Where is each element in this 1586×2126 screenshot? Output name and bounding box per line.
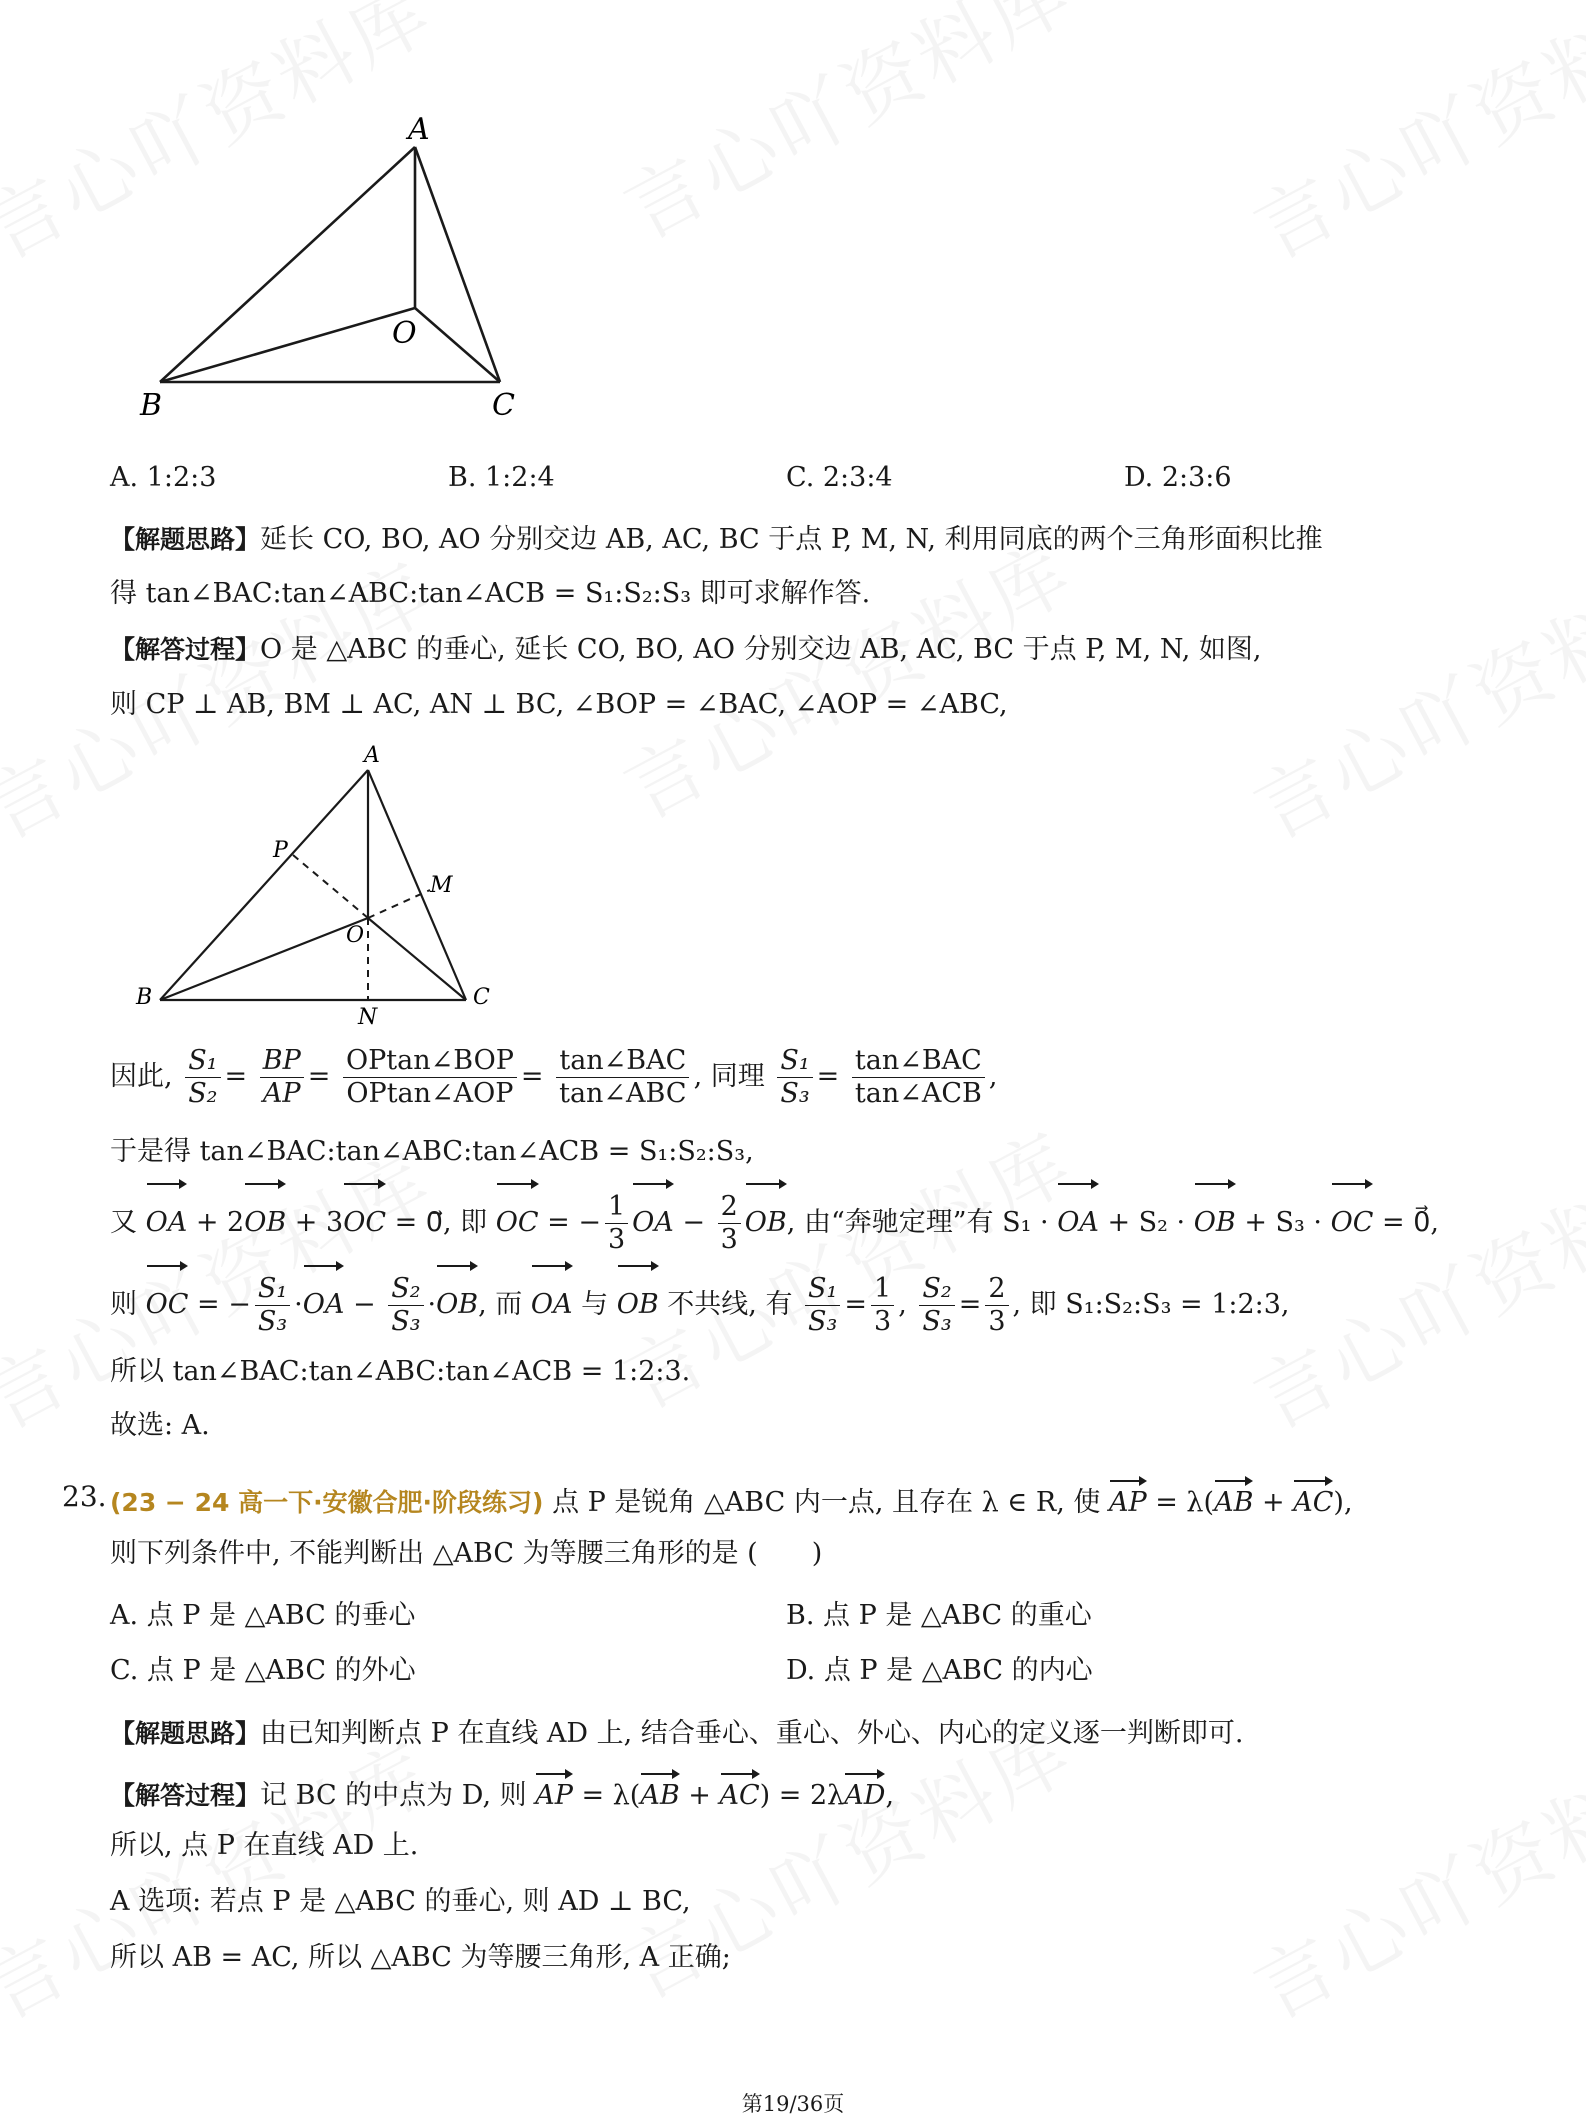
- point-label-o: O: [346, 923, 365, 948]
- text: +: [1262, 1487, 1285, 1518]
- point-label-o: O: [392, 316, 417, 351]
- text: ,: [885, 1780, 895, 1811]
- vector-ac: AC: [1293, 1477, 1333, 1523]
- vertex-label-a: A: [408, 112, 430, 147]
- vector-oc: OC: [496, 1180, 539, 1260]
- text: −: [682, 1207, 706, 1238]
- text: ) = 2λ: [759, 1780, 845, 1811]
- q23-option-c: C. 点 P 是 △ABC 的外心: [110, 1655, 416, 1686]
- fraction: [605, 1190, 628, 1255]
- vector-ob: OB: [617, 1262, 659, 1342]
- vector-ap: AP: [535, 1770, 573, 1816]
- frac-den: S₃: [780, 1078, 810, 1109]
- text: −: [352, 1289, 376, 1320]
- vector-oa: OA: [531, 1262, 573, 1342]
- fraction: [556, 1044, 689, 1109]
- idea-text: 延长 CO, BO, AO 分别交边 AB, AC, BC 于点 P, M, N, 利用同底的两个三角形面积比推: [260, 524, 1323, 555]
- vector-oc: OC: [343, 1180, 386, 1260]
- orthocenter-figure: [128, 740, 508, 1030]
- fraction: [852, 1044, 985, 1109]
- q23-option-a: A. 点 P 是 △ABC 的垂心: [110, 1600, 416, 1631]
- fraction: [919, 1272, 954, 1337]
- frac-num: OPtan∠BOP: [343, 1047, 517, 1078]
- vector-oa: OA: [303, 1262, 345, 1342]
- fraction: [805, 1272, 840, 1337]
- text: , 而: [478, 1289, 523, 1320]
- frac-den: 3: [607, 1224, 626, 1255]
- text: , 即 S₁:S₂:S₃ = 1:2:3,: [1012, 1289, 1290, 1320]
- vector-oc: OC: [146, 1262, 189, 1342]
- question-source: (23 − 24 高一下·安徽合肥·阶段练习): [110, 1488, 544, 1517]
- frac-num: S₁: [255, 1275, 290, 1306]
- frac-num: 2: [718, 1193, 741, 1224]
- q23-idea-line: [110, 1714, 1243, 1754]
- q22-idea-line-1: [110, 520, 1323, 560]
- frac-den: AP: [262, 1078, 301, 1109]
- text: = 0⃗,: [1382, 1207, 1439, 1238]
- frac-den: S₂: [188, 1078, 218, 1109]
- frac-num: tan∠BAC: [556, 1047, 689, 1078]
- frac-num: 2: [985, 1275, 1008, 1306]
- vector-ad: AD: [844, 1770, 885, 1816]
- q22-thus-line: 于是得 tan∠BAC:tan∠ABC:tan∠ACB = S₁:S₂:S₃,: [110, 1136, 754, 1167]
- frac-num: S₂: [388, 1275, 423, 1306]
- text: + S₃ ·: [1244, 1207, 1323, 1238]
- q23-option-a-conclusion: 所以 AB = AC, 所以 △ABC 为等腰三角形, A 正确;: [110, 1942, 731, 1973]
- vector-ob: OB: [436, 1262, 478, 1342]
- fraction: [871, 1272, 894, 1337]
- vector-ob: OB: [244, 1180, 286, 1260]
- frac-den: S₃: [922, 1306, 952, 1337]
- frac-den: 3: [720, 1224, 738, 1255]
- q22-option-a: A. 1:2:3: [110, 462, 217, 493]
- frac-num: tan∠BAC: [852, 1047, 985, 1078]
- page-number: 第19/36页: [741, 2092, 845, 2116]
- q22-option-c: C. 2:3:4: [786, 462, 893, 493]
- text: = 0⃗, 即: [394, 1207, 488, 1238]
- point-label-m: M: [430, 873, 453, 898]
- q22-choose-line: 故选: A.: [110, 1410, 210, 1441]
- vector-ab: AB: [1214, 1477, 1253, 1523]
- text: = −: [547, 1207, 601, 1238]
- vector-oa: OA: [1057, 1180, 1099, 1260]
- text: + 2: [195, 1207, 245, 1238]
- process-tag: 【解答过程】: [110, 1781, 261, 1810]
- q23-option-a-analysis: A 选项: 若点 P 是 △ABC 的垂心, 则 AD ⊥ BC,: [110, 1886, 691, 1917]
- question-number: 23.: [62, 1480, 107, 1513]
- fraction: [777, 1044, 812, 1109]
- q23-stem-line-1: [110, 1477, 1353, 1523]
- frac-den: S₃: [257, 1306, 288, 1337]
- frac-den: OPtan∠AOP: [346, 1078, 514, 1109]
- q22-idea-line-2: 得 tan∠BAC:tan∠ABC:tan∠ACB = S₁:S₂:S₃ 即可求解作答.: [110, 578, 871, 609]
- frac-num: S₁: [805, 1275, 840, 1306]
- vector-ob: OB: [1194, 1180, 1236, 1260]
- q22-process-line-1: [110, 630, 1262, 670]
- vertex-label-a: A: [364, 743, 380, 768]
- vector-ac: AC: [720, 1770, 760, 1816]
- vector-oa: OA: [632, 1180, 674, 1260]
- q23-option-d: D. 点 P 是 △ABC 的内心: [786, 1655, 1093, 1686]
- vector-ab: AB: [640, 1770, 679, 1816]
- text: 与: [581, 1289, 609, 1320]
- fraction: [255, 1272, 290, 1337]
- text: 点 P 是锐角 △ABC 内一点, 且存在 λ ∈ R, 使: [552, 1487, 1101, 1518]
- fraction: [718, 1190, 741, 1255]
- q22-conclusion-line: 所以 tan∠BAC:tan∠ABC:tan∠ACB = 1:2:3.: [110, 1356, 691, 1387]
- vector-ap: AP: [1109, 1477, 1147, 1523]
- vertex-label-c: C: [492, 388, 515, 423]
- similarly-label: , 同理: [693, 1061, 765, 1092]
- text: = −: [196, 1289, 251, 1320]
- fraction: [388, 1272, 423, 1337]
- frac-den: 3: [874, 1306, 892, 1337]
- frac-den: S₃: [391, 1306, 421, 1337]
- fraction: [985, 1272, 1008, 1337]
- vector-oa: OA: [146, 1180, 188, 1260]
- vertex-label-c: C: [473, 985, 490, 1010]
- text: , 由“奔驰定理”有 S₁ ·: [786, 1207, 1049, 1238]
- text: = λ(: [1155, 1487, 1215, 1518]
- q22-also-line: [110, 1180, 1439, 1260]
- text: 不共线, 有: [667, 1289, 793, 1320]
- frac-den: tan∠ACB: [854, 1078, 982, 1109]
- vector-ob: OB: [745, 1180, 787, 1260]
- frac-num: S₁: [185, 1047, 220, 1078]
- point-label-n: N: [358, 1005, 378, 1030]
- q22-ratio-line: 因此, $\frac{\text{S₁}}{\text{S₂}}$ = $\frac{BP}{AP}$ = $\frac{\text{OPtan∠BOP}}{\text{OPtan∠AOP}}$ = $\frac{\text{tan∠BAC}}{\text{tan∠ABC}}$ , 同理 $\frac{\text{S₁}}{\text{S₃}}$ = $\frac{\text{tan∠BAC}}{\text{tan∠ACB}}$ ,: [110, 1044, 998, 1109]
- q23-process-line: [110, 1770, 894, 1816]
- frac-num: S₁: [777, 1047, 812, 1078]
- vertex-label-b: B: [136, 985, 153, 1010]
- vector-oc: OC: [1331, 1180, 1374, 1260]
- text: 则: [110, 1289, 137, 1320]
- text: + S₂ ·: [1107, 1207, 1186, 1238]
- q22-option-d: D. 2:3:6: [1124, 462, 1232, 493]
- process-text: O 是 △ABC 的垂心, 延长 CO, BO, AO 分别交边 AB, AC, BC 于点 P, M, N, 如图,: [260, 634, 1262, 665]
- idea-tag: 【解题思路】: [110, 525, 261, 554]
- text: = λ(: [581, 1780, 641, 1811]
- process-tag: 【解答过程】: [110, 635, 261, 664]
- vertex-label-b: B: [140, 388, 163, 423]
- idea-text: 由已知判断点 P 在直线 AD 上, 结合垂心、重心、外心、内心的定义逐一判断即可.: [260, 1718, 1244, 1749]
- frac-num: S₂: [919, 1275, 954, 1306]
- q23-option-b: B. 点 P 是 △ABC 的重心: [786, 1600, 1092, 1631]
- text: 记 BC 的中点为 D, 则: [260, 1780, 527, 1811]
- fraction: [185, 1044, 220, 1109]
- q23-so-line: 所以, 点 P 在直线 AD 上.: [110, 1830, 419, 1861]
- triangle-figure-1: [130, 105, 550, 435]
- fraction: [343, 1044, 517, 1109]
- fraction: [260, 1044, 304, 1109]
- text: +: [688, 1780, 711, 1811]
- frac-num: 1: [871, 1275, 894, 1306]
- q23-stem-line-2: 则下列条件中, 不能判断出 △ABC 为等腰三角形的是 ( ): [110, 1538, 823, 1569]
- point-label-p: P: [273, 838, 288, 863]
- idea-tag: 【解题思路】: [110, 1719, 261, 1748]
- q22-option-b: B. 1:2:4: [448, 462, 555, 493]
- q22-then-line: 则 OC = − $\frac{\text{S₁}}{\text{S₃}}$ ·OA − $\frac{\text{S₂}}{\text{S₃}}$ ·OB, 而 OA 与 OB 不共线, 有 $\frac{\text{S₁}}{\text{S₃}}$ = $\frac{1}{3}$ , $\frac{\text{S₂}}{\text{S₃}}$ = $\frac{2}{3}$ , 即 S₁:S₂:S₃ = 1:2:3,: [110, 1262, 1290, 1342]
- frac-den: 3: [988, 1306, 1006, 1337]
- frac-den: S₃: [808, 1306, 838, 1337]
- text: 又: [110, 1207, 137, 1238]
- text: ),: [1333, 1487, 1353, 1518]
- q22-process-line-2: 则 CP ⊥ AB, BM ⊥ AC, AN ⊥ BC, ∠BOP = ∠BAC, ∠AOP = ∠ABC,: [110, 689, 1008, 720]
- text: + 3: [294, 1207, 344, 1238]
- frac-num: BP: [260, 1047, 304, 1078]
- frac-den: tan∠ABC: [559, 1078, 687, 1109]
- frac-num: 1: [605, 1193, 628, 1224]
- therefore-label: 因此,: [110, 1061, 173, 1092]
